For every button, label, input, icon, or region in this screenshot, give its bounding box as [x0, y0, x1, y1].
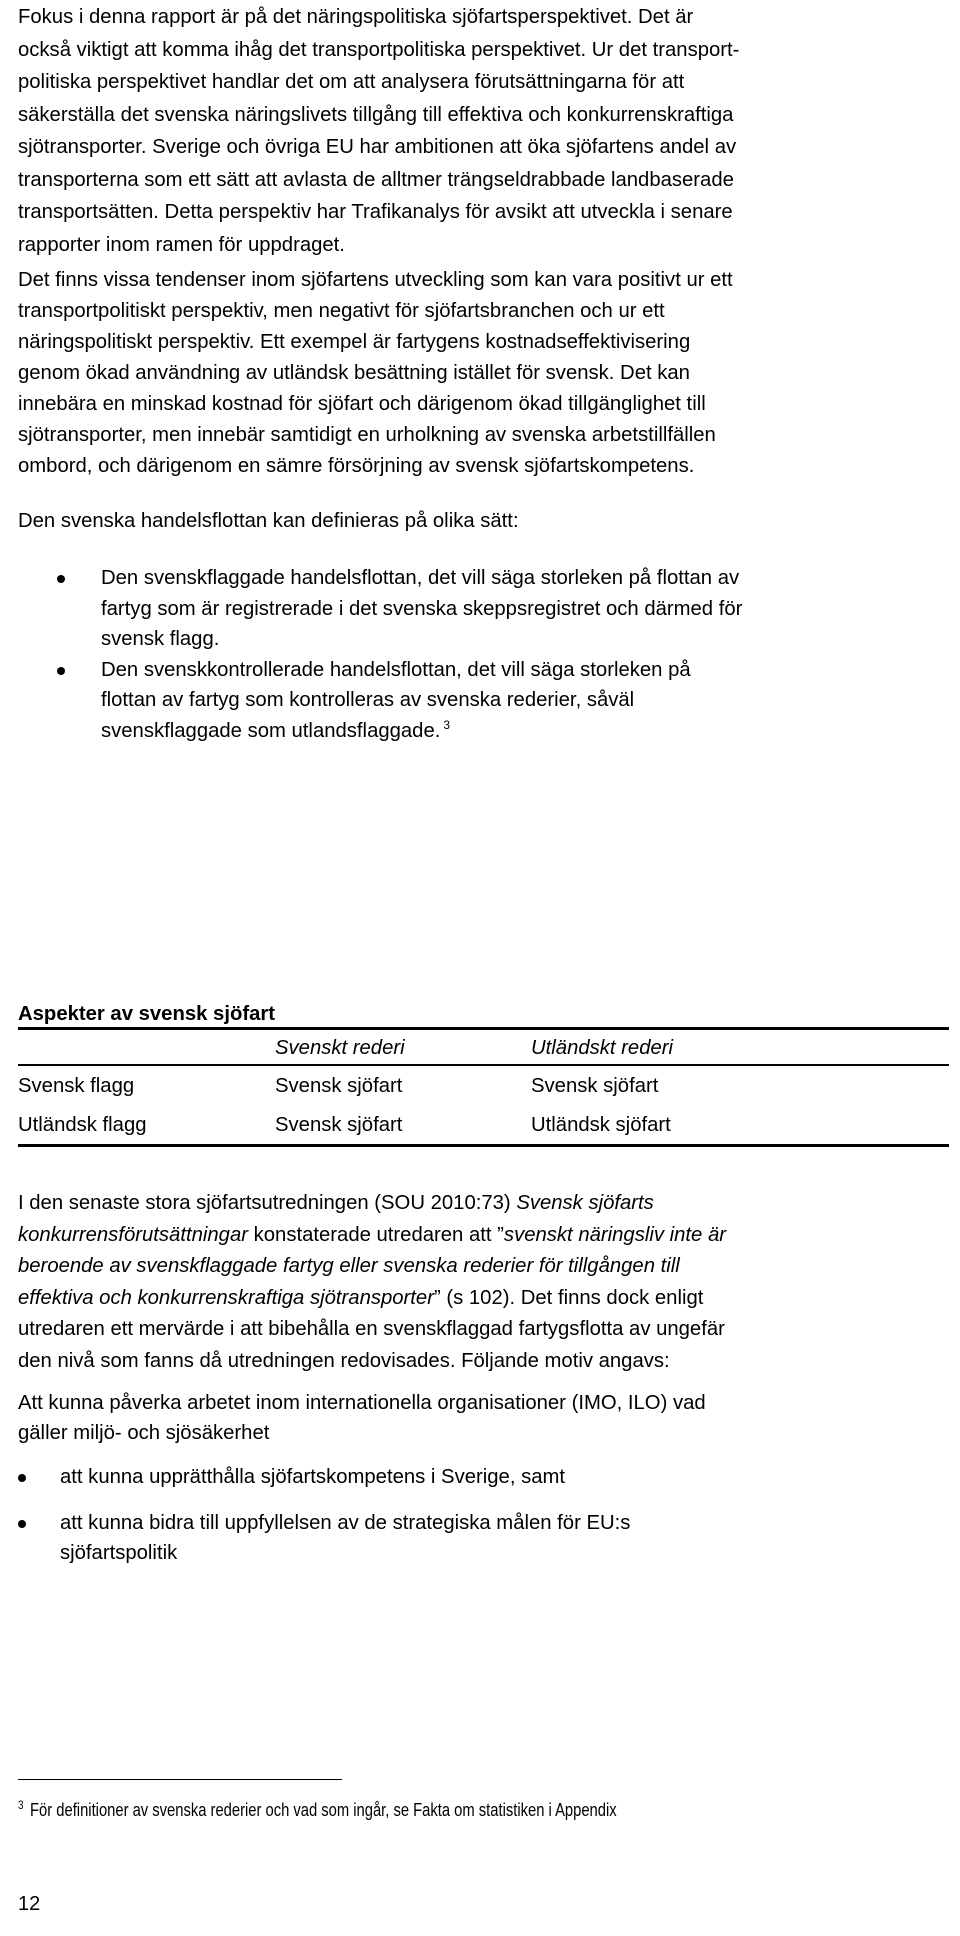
text-segment: svenskflaggade som utlandsflaggade. — [101, 719, 441, 742]
page-number: 12 — [18, 1893, 41, 1915]
text-line: transporterna som ett sätt att avlasta de alltmer trängseldrabbade landbaserade — [18, 168, 734, 191]
text-line: att kunna upprätthålla sjöfartskompetens i Sverige, samt — [60, 1466, 566, 1488]
table-header-rule — [18, 1064, 949, 1066]
column-header: Utländskt rederi — [531, 1037, 674, 1059]
text-line: Fokus i denna rapport är på det näringspolitiska sjöfartsperspektivet. Det är — [18, 6, 694, 28]
text-line: säkerställa det svenska näringslivets tillgång till effektiva och konkurrenskraftiga — [18, 103, 734, 126]
text-line: sjötransporter, men innebär samtidigt en urholkning av svenska arbetstillfällen — [18, 424, 716, 446]
motives-list — [0, 1462, 960, 1569]
text-line: svensk flagg. — [101, 628, 220, 650]
paragraph-motives — [18, 1388, 948, 1448]
text-line — [101, 716, 960, 747]
footnote-separator — [18, 1779, 342, 1780]
list-item — [0, 563, 960, 655]
table-cell: Svensk sjöfart — [531, 1075, 659, 1097]
text-line — [18, 1188, 948, 1220]
text-line: genom ökad användning av utländsk besättning istället för svensk. Det kan — [18, 362, 690, 384]
bullet-icon — [57, 667, 65, 675]
paragraph-investigation — [18, 1188, 948, 1377]
row-label: Svensk flagg — [18, 1075, 135, 1097]
text-line: politiska perspektivet handlar det om att analysera förutsättningarna för att — [18, 71, 685, 93]
italic-text: beroende av svenskflaggade fartyg eller svenska rederier för tillgången till — [18, 1255, 680, 1277]
list-item — [0, 1462, 960, 1493]
footnote-reference[interactable]: 3 — [443, 717, 451, 732]
text-line: Den svenska handelsflottan kan definieras på olika sätt: — [18, 510, 519, 532]
text-line: sjötransporter. Sverige och övriga EU har ambitionen att öka sjöfartens andel av — [18, 136, 737, 158]
row-label: Utländsk flagg — [18, 1114, 147, 1136]
text-line — [18, 1220, 948, 1252]
footnote-number: 3 — [18, 1798, 24, 1812]
paragraph-tendencies — [18, 265, 948, 482]
text-line — [18, 1283, 948, 1315]
text-segment: I den senaste stora sjöfartsutredningen (SOU 2010:73) — [18, 1192, 517, 1214]
italic-text: Svensk sjöfarts — [516, 1192, 654, 1214]
text-line: transportpolitiskt perspektiv, men negativt för sjöfartsbranchen och ur ett — [18, 300, 665, 322]
text-line: rapporter inom ramen för uppdraget. — [18, 233, 345, 256]
text-line: att kunna bidra till uppfyllelsen av de strategiska målen för EU:s — [60, 1511, 631, 1534]
text-line: sjöfartspolitik — [60, 1542, 178, 1564]
footnote — [18, 1793, 617, 1822]
text-line: ombord, och därigenom en sämre försörjning av svensk sjöfartskompetens. — [18, 455, 695, 477]
list-item — [0, 1508, 960, 1569]
table-bottom-rule — [18, 1144, 949, 1147]
text-line: Att kunna påverka arbetet inom internationella organisationer (IMO, ILO) vad — [18, 1392, 706, 1414]
table-top-rule — [18, 1027, 949, 1030]
paragraph-fleet-definition — [18, 505, 948, 538]
table-cell: Svensk sjöfart — [275, 1075, 403, 1097]
italic-text: svenskt näringsliv inte är — [503, 1223, 726, 1246]
text-line: Den svenskkontrollerade handelsflottan, det vill säga storleken på — [101, 658, 691, 681]
bullet-icon — [18, 1520, 26, 1528]
text-line: också viktigt att komma ihåg det transportpolitiska perspektivet. Ur det transport- — [18, 38, 740, 61]
table-cell: Svensk sjöfart — [275, 1114, 403, 1136]
text-line: fartyg som är registrerade i det svenska skeppsregistret och därmed för — [101, 597, 743, 620]
text-line: utredaren ett mervärde i att bibehålla en svenskflaggad fartygsflotta av ungefär — [18, 1318, 725, 1340]
text-line: innebära en minskad kostnad för sjöfart och därigenom ökad tillgänglighet till — [18, 393, 706, 415]
text-segment: konstaterade utredaren att ” — [247, 1223, 504, 1246]
table-cell: Utländsk sjöfart — [531, 1114, 671, 1136]
text-line: Det finns vissa tendenser inom sjöfartens utveckling som kan vara positivt ur ett — [18, 269, 733, 291]
text-line: transportsätten. Detta perspektiv har Trafikanalys för avsikt att utveckla i senare — [18, 201, 733, 223]
text-line: näringspolitiskt perspektiv. Ett exempel är fartygens kostnadseffektivisering — [18, 331, 691, 353]
paragraph-focus — [18, 1, 948, 261]
text-line: den nivå som fanns då utredningen redovisades. Följande motiv angavs: — [18, 1349, 670, 1372]
bullet-icon — [57, 575, 65, 583]
bullet-icon — [18, 1474, 26, 1482]
fleet-definition-list — [0, 563, 960, 746]
text-line: gäller miljö- och sjösäkerhet — [18, 1422, 270, 1444]
table-title: Aspekter av svensk sjöfart — [18, 1003, 276, 1025]
footnote-text: För definitioner av svenska rederier och vad som ingår, se Fakta om statistiken i Appendix — [30, 1800, 617, 1820]
italic-text: konkurrensförutsättningar — [18, 1223, 248, 1246]
text-line: Den svenskflaggade handelsflottan, det vill säga storleken på flottan av — [101, 567, 740, 589]
list-item — [0, 655, 960, 747]
text-line: flottan av fartyg som kontrolleras av svenska rederier, såväl — [101, 689, 635, 711]
text-segment: ” (s 102). Det finns dock enligt — [433, 1286, 704, 1309]
italic-text: effektiva och konkurrenskraftiga sjötransporter — [18, 1286, 434, 1309]
column-header: Svenskt rederi — [275, 1037, 405, 1059]
